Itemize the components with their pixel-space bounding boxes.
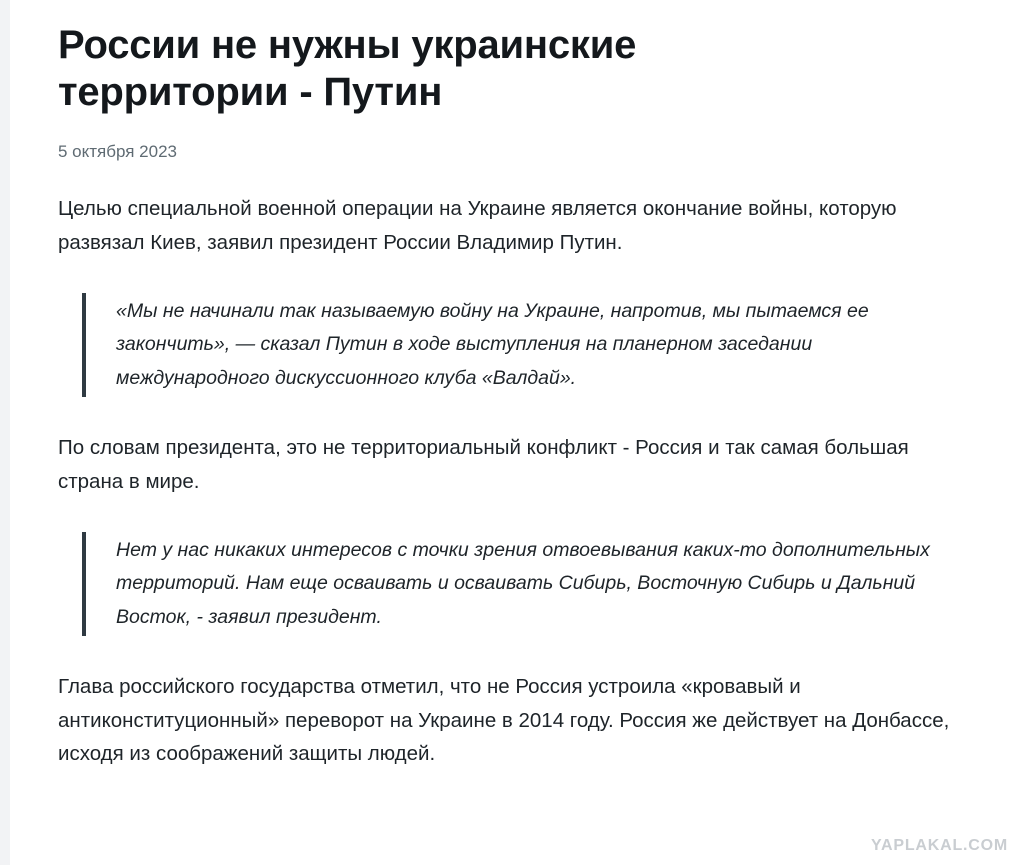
blockquote-text: Нет у нас никаких интересов с точки зрения отвоевывания каких-то дополнительных территорий. Нам еще осваивать и осваивать Сибирь, Восточную Сибирь и Дальний Восток, - заявил президент. <box>116 538 930 628</box>
article-date: 5 октября 2023 <box>58 142 177 162</box>
blockquote-text: «Мы не начинали так называемую войну на Украине, напротив, мы пытаемся ее закончить», — сказал Путин в ходе выступления на планерном заседании международного дискуссионного клуба «Валдай». <box>116 299 869 389</box>
article-paragraph: По словам президента, это не территориальный конфликт - Россия и так самая большая страна в мире. <box>58 436 909 493</box>
page-left-edge <box>0 0 10 865</box>
page-title: России не нужны украинские территории - Путин <box>58 23 637 115</box>
article-body <box>58 192 966 770</box>
article-paragraph: Глава российского государства отметил, что не Россия устроила «кровавый и антиконституционный» переворот на Украине в 2014 году. Россия же действует на Донбассе, исходя из соображений защиты людей. <box>58 675 950 765</box>
article-blockquote <box>82 293 966 398</box>
article-paragraph: Целью специальной военной операции на Украине является окончание войны, которую развязал Киев, заявил президент России Владимир Путин. <box>58 197 897 254</box>
article-blockquote <box>82 532 966 637</box>
site-watermark: YAPLAKAL.COM <box>870 837 1008 854</box>
